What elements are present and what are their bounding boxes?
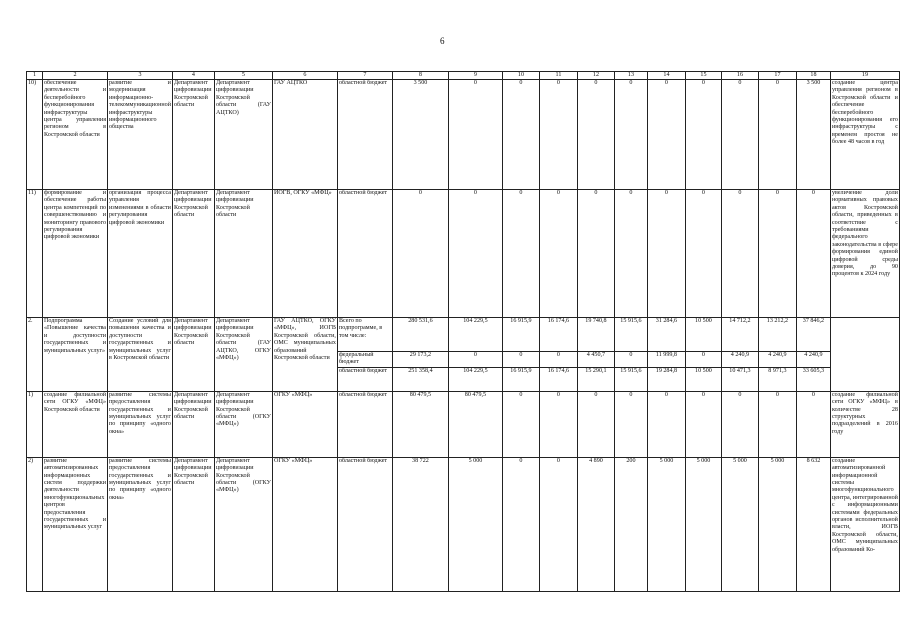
expected-result: создание филиальной сети ОГКУ «МФЦ» в количестве 28 структурных подразделений в 2016 году	[830, 391, 899, 457]
funding-source: областной бюджет	[337, 80, 392, 190]
funding-source: областной бюджет	[337, 190, 392, 318]
amount-cell: 15 290,1	[577, 367, 614, 391]
budget-table	[26, 71, 900, 592]
amount-cell: 19 284,8	[647, 367, 685, 391]
amount-cell: 0	[721, 190, 758, 318]
main-executor: Департамент цифровизации Костромской области (ГАУ АЦТКО)	[214, 80, 272, 190]
amount-cell: 37 846,2	[796, 318, 830, 352]
amount-cell: 80 479,5	[392, 391, 448, 457]
amount-cell: 0	[721, 80, 758, 190]
row-number: 10)	[27, 80, 43, 190]
amount-cell: 31 284,6	[647, 318, 685, 352]
responsible-executor: Департамент цифровизации Костромской области	[172, 457, 214, 591]
amount-cell: 15 915,6	[614, 367, 647, 391]
amount-cell: 10 500	[685, 367, 721, 391]
column-number: 1	[27, 72, 43, 80]
amount-cell: 0	[577, 80, 614, 190]
amount-cell: 5 000	[758, 457, 796, 591]
amount-cell: 0	[614, 352, 647, 368]
column-number: 19	[830, 72, 899, 80]
co-executor: ИОГВ, ОГКУ «МФЦ»	[272, 190, 337, 318]
column-number: 5	[214, 72, 272, 80]
amount-cell: 33 605,3	[796, 367, 830, 391]
column-number: 11	[539, 72, 577, 80]
amount-cell: 80 479,5	[448, 391, 502, 457]
amount-cell: 251 358,4	[392, 367, 448, 391]
amount-cell: 0	[647, 80, 685, 190]
main-executor: Департамент цифровизации Костромской области (ОГКУ «МФЦ»)	[214, 457, 272, 591]
column-number: 18	[796, 72, 830, 80]
amount-cell: 0	[758, 391, 796, 457]
amount-cell: 4 450,7	[577, 352, 614, 368]
amount-cell: 0	[539, 457, 577, 591]
table-row	[27, 190, 900, 318]
column-number: 2	[43, 72, 108, 80]
amount-cell: 0	[685, 80, 721, 190]
column-number: 9	[448, 72, 502, 80]
amount-cell: 0	[448, 352, 502, 368]
responsible-executor: Департамент цифровизации Костромской области	[172, 190, 214, 318]
page-number: 6	[440, 36, 445, 46]
amount-cell: 0	[647, 190, 685, 318]
amount-cell: 0	[392, 190, 448, 318]
goal-text: организация процесса управления изменениями в области регулирования цифровой экономики	[108, 190, 173, 318]
amount-cell: 0	[614, 391, 647, 457]
amount-cell: 0	[539, 391, 577, 457]
responsible-executor: Департамент цифровизации Костромской области	[172, 80, 214, 190]
amount-cell: 38 722	[392, 457, 448, 591]
expected-result	[830, 318, 899, 392]
row-number: 11)	[27, 190, 43, 318]
activity-name: формирование и обеспечение работы центра компетенций по совершенствованию и мониторингу правового регулирования цифровой экономики	[43, 190, 108, 318]
amount-cell: 19 740,8	[577, 318, 614, 352]
amount-cell: 0	[539, 80, 577, 190]
expected-result: создание центра управления регионом в Костромской области и обеспечение бесперебойного функционирования его инфраструктуры с временем простоя не более 48 часов в год	[830, 80, 899, 190]
amount-cell: 0	[721, 391, 758, 457]
activity-name: развитие автоматизированных информационных систем поддержки деятельности многофункциональных центров предоставления государственных и муниципальных услуг	[43, 457, 108, 591]
row-number: 2)	[27, 457, 43, 591]
row-number: 1)	[27, 391, 43, 457]
amount-cell: 0	[685, 190, 721, 318]
amount-cell: 10 500	[685, 318, 721, 352]
column-number: 8	[392, 72, 448, 80]
column-number: 13	[614, 72, 647, 80]
amount-cell: 8 632	[796, 457, 830, 591]
header-row	[27, 72, 900, 80]
main-executor: Департамент цифровизации Костромской области (ОГКУ «МФЦ»)	[214, 391, 272, 457]
column-number: 7	[337, 72, 392, 80]
amount-cell: 0	[539, 352, 577, 368]
amount-cell: 0	[758, 80, 796, 190]
amount-cell: 16 915,9	[502, 318, 539, 352]
main-executor: Департамент цифровизации Костромской области	[214, 190, 272, 318]
amount-cell: 11 999,8	[647, 352, 685, 368]
column-number: 14	[647, 72, 685, 80]
amount-cell: 0	[502, 80, 539, 190]
column-number: 10	[502, 72, 539, 80]
co-executor: ОГКУ «МФЦ»	[272, 457, 337, 591]
table-row	[27, 80, 900, 190]
amount-cell: 15 915,6	[614, 318, 647, 352]
amount-cell: 10 471,3	[721, 367, 758, 391]
co-executor: ГАУ АЦТКО	[272, 80, 337, 190]
amount-cell: 16 174,6	[539, 367, 577, 391]
funding-source: областной бюджет	[337, 457, 392, 591]
amount-cell: 0	[502, 352, 539, 368]
amount-cell: 0	[614, 190, 647, 318]
amount-cell: 0	[502, 457, 539, 591]
amount-cell: 5 000	[685, 457, 721, 591]
amount-cell: 8 971,3	[758, 367, 796, 391]
column-number: 17	[758, 72, 796, 80]
amount-cell: 4 890	[577, 457, 614, 591]
responsible-executor: Департамент цифровизации Костромской области	[172, 318, 214, 392]
amount-cell: 104 229,5	[448, 318, 502, 352]
amount-cell: 200	[614, 457, 647, 591]
goal-text: развитие системы предоставления государственных и муниципальных услуг по принципу «одного окна»	[108, 391, 173, 457]
goal-text: развитие системы предоставления государственных и муниципальных услуг по принципу «одного окна»	[108, 457, 173, 591]
amount-cell: 280 531,6	[392, 318, 448, 352]
amount-cell: 0	[448, 80, 502, 190]
table-row	[27, 391, 900, 457]
amount-cell: 13 212,2	[758, 318, 796, 352]
amount-cell: 0	[577, 391, 614, 457]
co-executor: ГАУ АЦТКО, ОГКУ «МФЦ», ИОГВ Костромской области, ОМС муниципальных образований Костромской области	[272, 318, 337, 392]
amount-cell: 29 173,2	[392, 352, 448, 368]
funding-source: Всего по подпрограмме, в том числе:	[337, 318, 392, 352]
amount-cell: 0	[685, 391, 721, 457]
amount-cell: 0	[758, 190, 796, 318]
amount-cell: 3 500	[392, 80, 448, 190]
amount-cell: 0	[502, 391, 539, 457]
column-number: 4	[172, 72, 214, 80]
column-number: 15	[685, 72, 721, 80]
activity-name: создание филиальной сети ОГКУ «МФЦ» Костромской области	[43, 391, 108, 457]
amount-cell: 0	[796, 391, 830, 457]
amount-cell: 0	[502, 190, 539, 318]
column-number: 6	[272, 72, 337, 80]
table-row	[27, 318, 900, 352]
amount-cell: 0	[448, 190, 502, 318]
goal-text: Создание условий для повышения качества и доступности государственных и муниципальных услуг в Костромской области	[108, 318, 173, 392]
row-number: 2.	[27, 318, 43, 392]
amount-cell: 16 915,9	[502, 367, 539, 391]
amount-cell: 104 229,5	[448, 367, 502, 391]
activity-name: обеспечение деятельности и бесперебойного функционирования инфраструктуры центра управления регионом в Костромской области	[43, 80, 108, 190]
funding-source: областной бюджет	[337, 391, 392, 457]
amount-cell: 0	[647, 391, 685, 457]
co-executor: ОГКУ «МФЦ»	[272, 391, 337, 457]
amount-cell: 5 000	[721, 457, 758, 591]
amount-cell: 0	[577, 190, 614, 318]
expected-result: создание автоматизированной информационной системы многофункционального центра, интегрированной с информационными системами федеральных органов исполнительной власти, ИОГВ Костромской области, ОМС муниципальных образований Ко-	[830, 457, 899, 591]
amount-cell: 0	[796, 190, 830, 318]
amount-cell: 0	[614, 80, 647, 190]
responsible-executor: Департамент цифровизации Костромской области	[172, 391, 214, 457]
column-number: 3	[108, 72, 173, 80]
funding-source: федеральный бюджет	[337, 352, 392, 368]
column-number: 16	[721, 72, 758, 80]
amount-cell: 16 174,6	[539, 318, 577, 352]
main-executor: Департамент цифровизации Костромской области (ГАУ АЦТКО, ОГКУ «МФЦ»)	[214, 318, 272, 392]
amount-cell: 4 240,9	[721, 352, 758, 368]
amount-cell: 0	[539, 190, 577, 318]
amount-cell: 5 000	[647, 457, 685, 591]
expected-result: увеличение доли нормативных правовых актов Костромской области, приведенных в соответствие с требованиями федерального законодательства в сфере формирования единой цифровой среды доверия, до 90 процентов к 2024 году	[830, 190, 899, 318]
amount-cell: 0	[685, 352, 721, 368]
column-number: 12	[577, 72, 614, 80]
amount-cell: 4 240,9	[796, 352, 830, 368]
amount-cell: 3 500	[796, 80, 830, 190]
table-row	[27, 457, 900, 591]
subprogram-name: Подпрограмма «Повышение качества и доступности государственных и муниципальных услуг»	[43, 318, 108, 392]
amount-cell: 14 712,2	[721, 318, 758, 352]
goal-text: развитие и модернизация информационно-телекоммуникационной инфраструктуры информационного общества	[108, 80, 173, 190]
funding-source: областной бюджет	[337, 367, 392, 391]
amount-cell: 5 000	[448, 457, 502, 591]
amount-cell: 4 240,9	[758, 352, 796, 368]
